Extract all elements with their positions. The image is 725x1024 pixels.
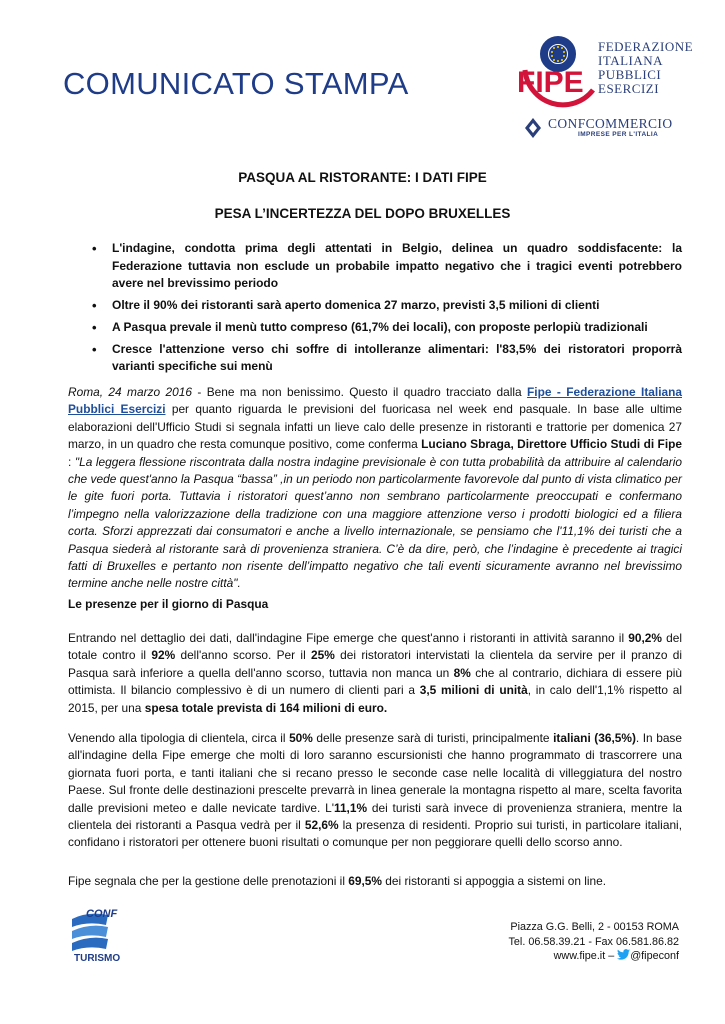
- web-twitter: [509, 949, 679, 964]
- website-link[interactable]: www.fipe.it –: [553, 950, 618, 962]
- dateline: Roma, 24 marzo 2016: [68, 385, 192, 399]
- fipe-logo-text: FIPE: [517, 66, 584, 99]
- headline-1: PASQUA AL RISTORANTE: I DATI FIPE: [238, 170, 487, 185]
- phone-fax: Tel. 06.58.39.21 - Fax 06.581.86.82: [508, 935, 679, 948]
- list-item: • A Pasqua prevale il menù tutto compreso (61,7% dei locali), con proposte perlopiù tradizionali: [92, 319, 682, 337]
- list-item: • Cresce l'attenzione verso chi soffre di intolleranze alimentari: l'83,5% dei ristoratori proporrà varianti specifiche sui menù: [92, 341, 682, 376]
- section-title: Le presenze per il giorno di Pasqua: [68, 597, 269, 611]
- twitter-icon: [617, 949, 630, 960]
- fipe-org-name: FEDERAZIONE ITALIANA PUBBLICI ESERCIZI: [598, 39, 694, 96]
- quote: "La leggera flessione riscontrata dalla nostra indagine previsionale è con tutta probabilità da attribuire al calendario che vede quest'anno la Pasqua “bassa” ,in un periodo non particolarmente favorevole dal punto di vista climatico per le gite fuori porta. Tuttavia i ristoratori quest’anno non sembrano particolarmente preoccupati e confermano l’impegno nella valorizzazione della tradizione con una maggiore attenzione verso i prodotti biologici ed a filiera corta. Sforzi apprezzati dai consumatori e anche a livello internazionale, se pensiamo che l'11,1% dei turisti che a Pasqua siederà al ristorante sarà di provenienza straniera. C’è da dire, però, che l’indagine è precedente ai tragici fatti di Bruxelles e pertanto non risente dell’impatto negativo che tali eventi sicuramente avranno nel brevissimo termine anche nelle nostre città".: [68, 454, 683, 591]
- twitter-handle[interactable]: @fipeconf: [630, 950, 679, 962]
- paragraph-presenze: Entrando nel dettaglio dei dati, dall'indagine Fipe emerge che quest'anno i ristoranti in attività saranno il 90,2% del totale contro il 92% dell'anno scorso. Per il 25% dei ristoratori intervistati la clientela da servire per il pranzo di Pasqua sarà inferiore a quella dell'anno scorso, tuttavia non manca un 8% che al contrario, dichiara di essere più ottimista. Il bilancio complessivo è di un numero di clienti pari a 3,5 milioni di unità, in calo dell'1,1% rispetto al 2015, per una spesa totale prevista di 164 milioni di euro.: [68, 631, 682, 715]
- address: Piazza G.G. Belli, 2 - 00153 ROMA: [510, 921, 679, 933]
- confcommercio-tagline: IMPRESE PER L'ITALIA: [578, 131, 659, 138]
- headline-2: PESA L’INCERTEZZA DEL DOPO BRUXELLES: [214, 206, 511, 221]
- paragraph-prenotazioni: Fipe segnala che per la gestione delle prenotazioni il 69,5% dei ristoranti si appoggia a sistemi on line.: [68, 874, 607, 888]
- list-item: • Oltre il 90% dei ristoranti sarà aperto domenica 27 marzo, previsti 3,5 milioni di clienti: [92, 297, 682, 315]
- paragraph-intro: Roma, 24 marzo 2016 - Bene ma non benissimo. Questo il quadro tracciato dalla Fipe - Federazione Italiana Pubblici Esercizi per quanto riguarda le previsioni del fuoricasa nel week end pasquale. In base alle ultime elaborazioni dell'Ufficio Studi si segnala infatti un lieve calo delle presenze in ristoranti e trattorie per domenica 27 marzo, in un quadro che resta comunque positivo, come conferma Luciano Sbraga, Direttore Ufficio Studi di Fipe : "La leggera flessione riscontrata dalla nostra indagine previsionale è con tutta probabilità da attribuire al calendario che vede quest'anno la Pasqua “bassa” ,in un periodo non particolarmente favorevole dal punto di vista climatico per le gite fuori porta. Tuttavia i ristoratori quest’anno non sembrano particolarmente preoccupati e confermano l’impegno nella valorizzazione della tradizione con una maggiore attenzione verso i prodotti biologici ed a filiera corta. Sforzi apprezzati dai consumatori e anche a livello internazionale, se pensiamo che l'11,1% dei turisti che a Pasqua siederà al ristorante sarà di provenienza straniera. C’è da dire, però, che l’indagine è precedente ai tragici fatti di Bruxelles e pertanto non risente dell’impatto negativo che tali eventi sicuramente avranno nel brevissimo termine anche nelle nostre città".: [68, 385, 683, 591]
- confturismo-top-text: CONF: [86, 908, 118, 920]
- page-title: COMUNICATO STAMPA: [63, 66, 409, 101]
- footer-contacts: [509, 920, 679, 964]
- confturismo-logo: [68, 905, 138, 965]
- confcommercio-name: CONFCOMMERCIO: [548, 116, 673, 131]
- key-points-list: [92, 240, 682, 380]
- confturismo-bottom-text: TURISMO: [74, 953, 121, 964]
- fipe-link[interactable]: Fipe - Federazione Italiana Pubblici Esercizi: [68, 385, 682, 417]
- list-item: • L'indagine, condotta prima degli attentati in Belgio, delinea un quadro soddisfacente: la Federazione tuttavia non esclude un probabile impatto negativo che i tragici eventi potrebbero avere nel brevissimo periodo: [92, 240, 682, 293]
- paragraph-clientela: Venendo alla tipologia di clientela, circa il 50% delle presenze sarà di turisti, principalmente italiani (36,5%). In base all'indagine della Fipe emerge che molti di loro saranno escursionisti che hanno programmato di trascorrere una giornata fuori porta, e tanti italiani che si recano presso le seconde case nelle località di villeggiatura del nostro Paese. Sul fronte delle destinazioni prescelte prevarrà in linea generale la montagna rispetto al mare, scelta favorita dalle previsioni meteo e dalle nevicate tardive. L'11,1% dei turisti sarà invece di provenienza straniera, mentre la clientela dei ristoranti a Pasqua vedrà per il 52,6% la presenza di residenti. Proprio sui turisti, in particolare italiani, confidano i ristoratori per ottenere buoni risultati o comunque per non peggiorare quelli dello scorso anno.: [68, 731, 682, 850]
- speaker: Luciano Sbraga, Direttore Ufficio Studi di Fipe: [421, 437, 682, 452]
